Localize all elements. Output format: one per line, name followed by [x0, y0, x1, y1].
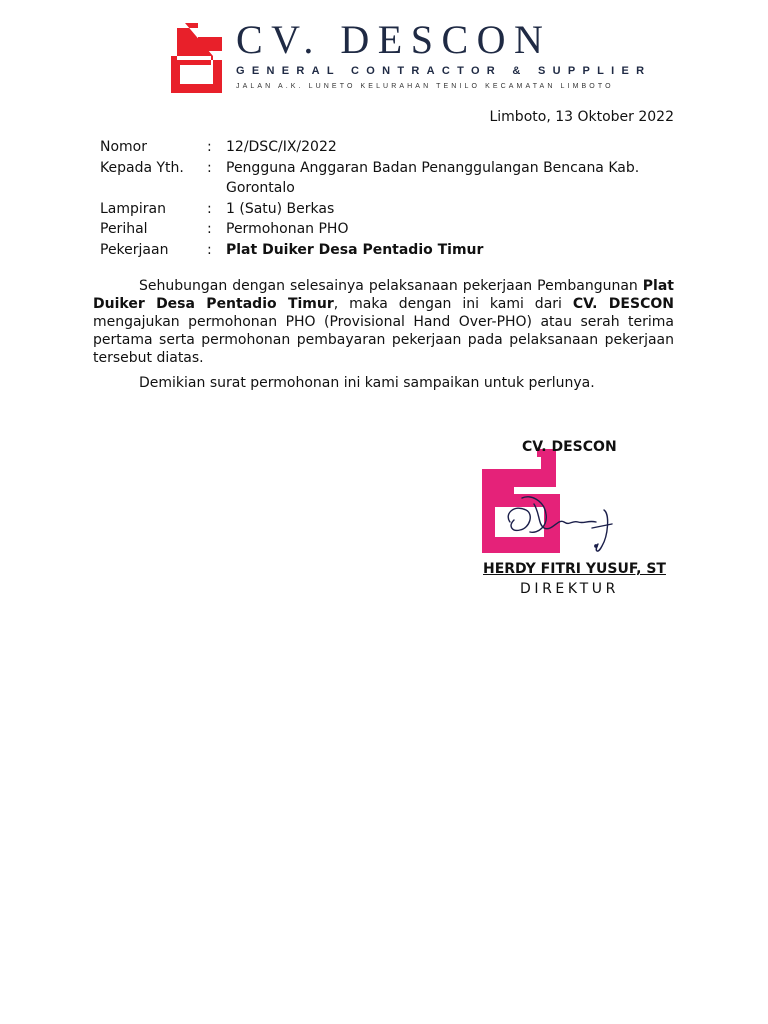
field-perihal: [100, 219, 680, 240]
field-pekerjaan: [100, 240, 680, 261]
signatory-title: DIREKTUR: [520, 581, 619, 597]
body-text: , maka dengan ini kami dari: [333, 296, 573, 312]
field-value: Plat Duiker Desa Pentadio Timur: [226, 241, 484, 258]
field-value: Permohonan PHO: [226, 221, 349, 237]
field-kepada: [100, 158, 680, 199]
field-separator: :: [207, 221, 212, 237]
field-separator: :: [207, 139, 212, 155]
signatory-name: HERDY FITRI YUSUF, ST: [483, 561, 666, 577]
field-label: Lampiran: [100, 200, 167, 217]
field-value: 12/DSC/IX/2022: [226, 139, 337, 155]
body-text: mengajukan permohonan PHO (Provisional Hand Over-PHO) atau serah terima pertama serta permohonan pembayaran pekerjaan pada pelaksanaan pekerjaan tersebut diatas.: [93, 314, 674, 366]
field-value-line: Gorontalo: [226, 180, 295, 196]
body-project-name: Plat Duiker Desa Pentadio Timur: [93, 278, 674, 312]
signature-scribble-icon: [500, 484, 620, 562]
field-value: 1 (Satu) Berkas: [226, 200, 335, 217]
signature-company-name: CV. DESCON: [522, 439, 617, 455]
field-label: Kepada Yth.: [100, 159, 184, 176]
company-address: JALAN A.K. LUNETO KELURAHAN TENILO KECAMATAN LIMBOTO: [236, 83, 614, 90]
field-value: [226, 158, 680, 199]
company-logo-icon: [171, 23, 222, 93]
field-value-line: Pengguna Anggaran Badan Penanggulangan Bencana Kab.: [226, 159, 640, 176]
field-lampiran: [100, 199, 680, 220]
letter-body-paragraph: [93, 277, 674, 367]
letter-date: Limboto, 13 Oktober 2022: [489, 109, 674, 125]
body-company-name: CV. DESCON: [572, 296, 674, 312]
field-nomor: [100, 137, 680, 158]
company-tagline: GENERAL CONTRACTOR & SUPPLIER: [236, 65, 652, 77]
company-name: CV. DESCON: [236, 17, 552, 62]
field-separator: :: [207, 200, 212, 217]
field-label: Perihal: [100, 221, 148, 237]
letter-closing: Demikian surat permohonan ini kami sampaikan untuk perlunya.: [139, 375, 595, 391]
field-label: Nomor: [100, 139, 147, 155]
letter-fields: [100, 137, 680, 260]
field-separator: :: [207, 241, 212, 258]
field-label: Pekerjaan: [100, 241, 169, 258]
body-text: Sehubungan dengan selesainya pelaksanaan pekerjaan Pembangunan: [139, 278, 643, 294]
field-separator: :: [207, 159, 212, 176]
